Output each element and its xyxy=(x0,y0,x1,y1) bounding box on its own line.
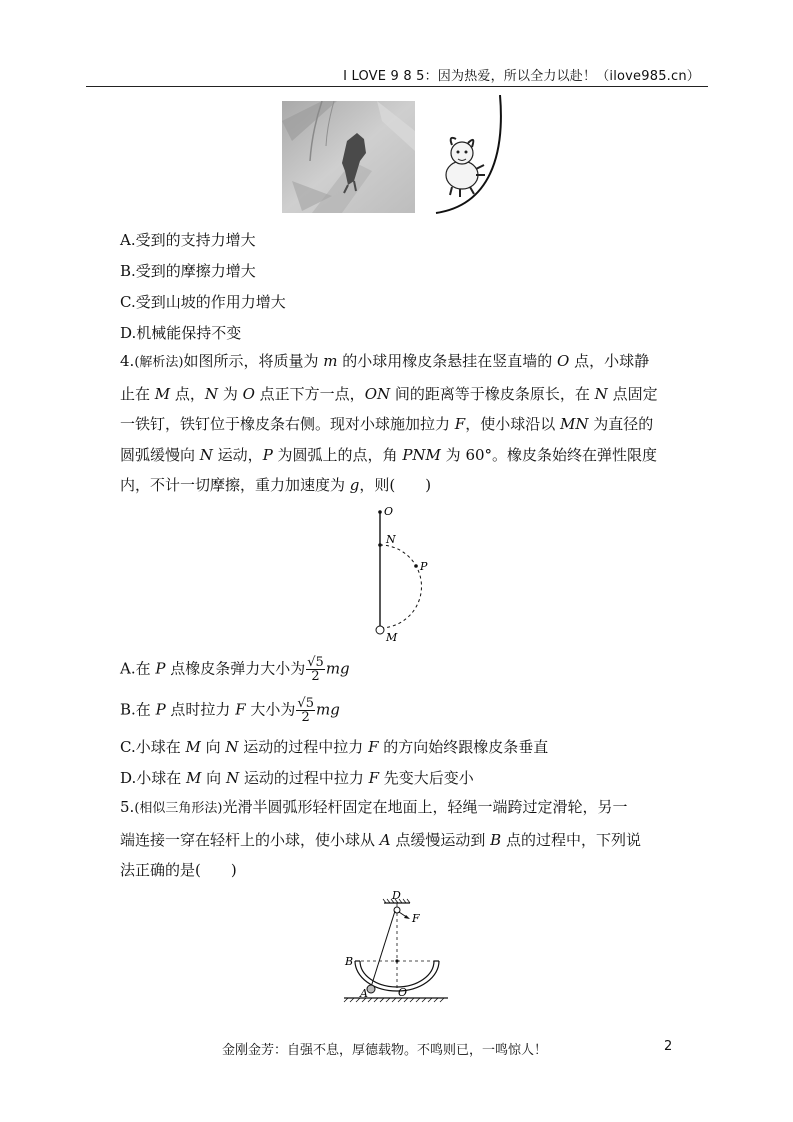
q5-line-1: 5.(相似三角形法)光滑半圆弧形轻杆固定在地面上，轻绳一端跨过定滑轮，另一 xyxy=(120,798,628,816)
q5-figure xyxy=(340,888,452,1006)
q3-option-d: D.机械能保持不变 xyxy=(120,324,242,342)
q4-figure xyxy=(360,500,440,645)
footer-motto: 金刚金芳：自强不息，厚德载物。不鸣则已，一鸣惊人！ xyxy=(222,1043,548,1058)
goat-slope-diagram xyxy=(430,95,510,215)
q3-option-a: A.受到的支持力增大 xyxy=(120,231,256,249)
q4-line-3: 一铁钉，铁钉位于橡皮条右侧。现对小球施加拉力 F，使小球沿以 MN 为直径的 xyxy=(120,415,654,434)
q3-option-c: C.受到山坡的作用力增大 xyxy=(120,293,286,311)
q4-line-5: 内，不计一切摩擦，重力加速度为 g，则( ) xyxy=(120,476,432,495)
header-text: I LOVE 9 8 5：因为热爱，所以全力以赴！（ilove985.cn） xyxy=(343,69,700,84)
q4-label-o: O xyxy=(384,505,394,518)
q5-label-f: F xyxy=(412,912,420,925)
q5-line-2: 端连接一穿在轻杆上的小球，使小球从 A 点缓慢运动到 B 点的过程中，下列说 xyxy=(120,830,641,849)
page-number: 2 xyxy=(664,1039,673,1054)
q4-label-m: M xyxy=(386,631,398,644)
q4-option-d: D.小球在 M 向 N 运动的过程中拉力 F 先变大后变小 xyxy=(120,769,474,787)
page-header xyxy=(86,62,708,87)
q3-option-b: B.受到的摩擦力增大 xyxy=(120,262,256,280)
sqrt5-over-2-fraction: $\frac{√5}{2}$ xyxy=(297,696,314,725)
q4-line-2: 止在 M 点，N 为 O 点正下方一点，ON 间的距离等于橡皮条原长，在 N 点固定 xyxy=(120,384,658,403)
goat-photo xyxy=(282,101,415,213)
q4-option-b: B.在 P 点时拉力 F 大小为 $\frac{√5}{2}$ mg xyxy=(120,696,340,725)
q4-option-a: A.在 P 点橡皮条弹力大小为 $\frac{√5}{2}$ mg xyxy=(120,655,350,684)
q5-label-b: B xyxy=(345,955,354,968)
q4-label-n: N xyxy=(386,533,396,546)
q4-line-1: 4.(解析法)如图所示，将质量为 m 的小球用橡皮条悬挂在竖直墙的 O 点，小球静 xyxy=(120,352,650,370)
q4-option-c: C.小球在 M 向 N 运动的过程中拉力 F 的方向始终跟橡皮条垂直 xyxy=(120,738,549,756)
sqrt5-over-2-fraction: $\frac{√5}{2}$ xyxy=(307,655,324,684)
goat-cartoon-icon xyxy=(446,138,485,197)
q5-stem xyxy=(120,792,641,886)
q4-line-4: 圆弧缓慢向 N 运动，P 为圆弧上的点，角 PNM 为 60°。橡皮条始终在弹性限度 xyxy=(120,445,658,464)
q5-label-a: A xyxy=(360,987,368,1000)
q5-label-o: O xyxy=(398,986,408,999)
q5-label-d: D xyxy=(392,889,401,902)
q4-stem xyxy=(120,346,658,501)
q5-line-3: 法正确的是( ) xyxy=(120,861,237,880)
q4-label-p: P xyxy=(420,560,428,573)
